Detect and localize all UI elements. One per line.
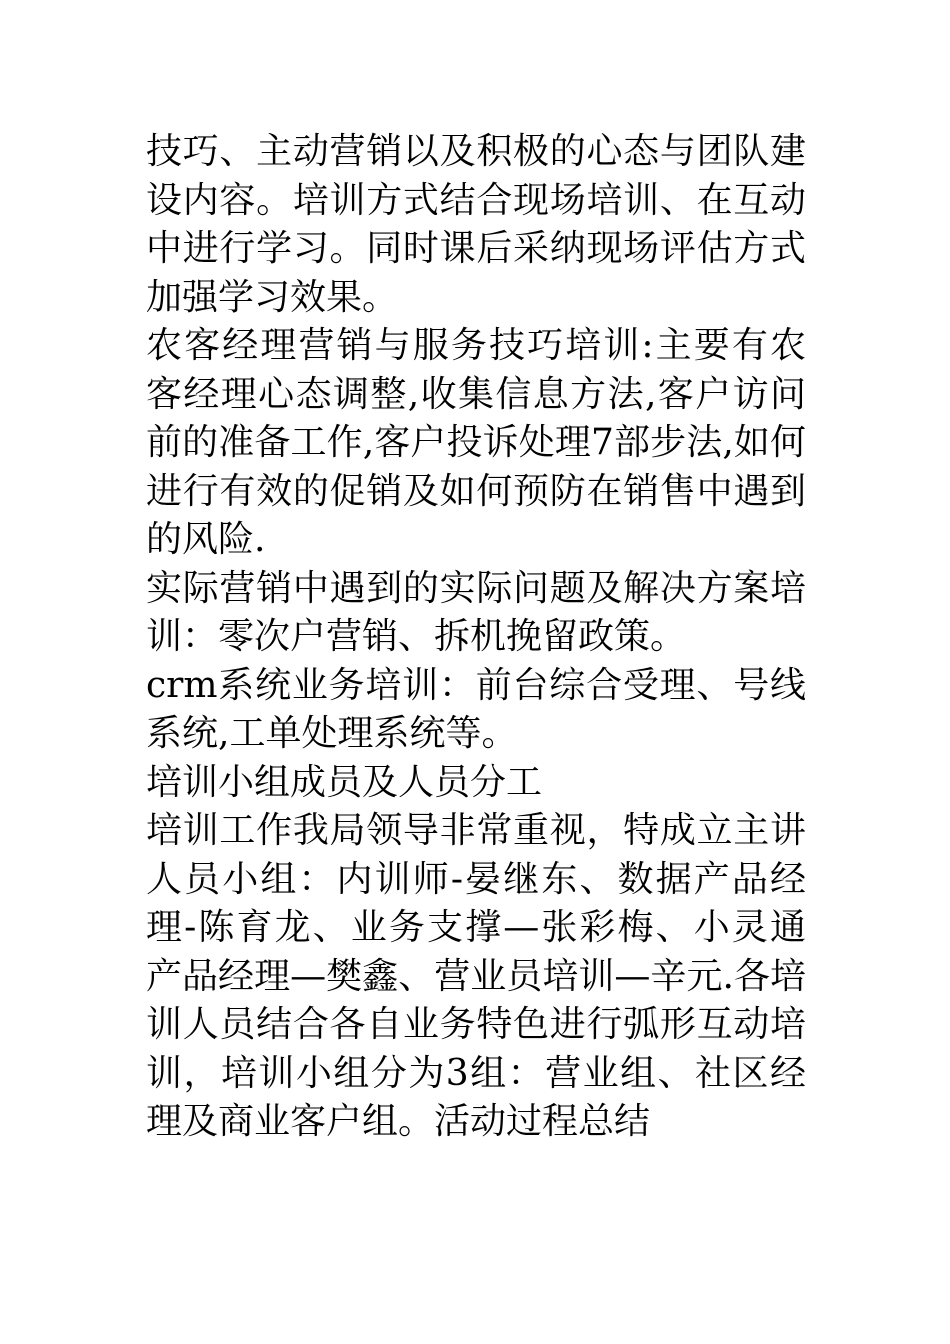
paragraph-practical-issues-training: 实际营销中遇到的实际问题及解决方案培训：零次户营销、拆机挽留政策。 <box>146 567 806 657</box>
paragraph-crm-training: crm系统业务培训：前台综合受理、号线系统,工单处理系统等。 <box>146 664 806 754</box>
paragraph-rural-manager-training: 农客经理营销与服务技巧培训:主要有农客经理心态调整,收集信息方法,客户访问前的准备工作,客户投诉处理7部步法,如何进行有效的促销及如何预防在销售中遇到的风险. <box>146 325 806 560</box>
paragraph-team-details: 培训工作我局领导非常重视，特成立主讲人员小组：内训师-晏继东、数据产品经理-陈育龙、业务支撑—张彩梅、小灵通产品经理—樊鑫、营业员培训—辛元.各培训人员结合各自业务特色进行弧形互动培训，培训小组分为3组：营业组、社区经理及商业客户组。活动过程总结 <box>146 810 806 1142</box>
paragraph-training-content: 技巧、主动营销以及积极的心态与团队建设内容。培训方式结合现场培训、在互动中进行学习。同时课后采纳现场评估方式加强学习效果。 <box>146 131 806 318</box>
section-heading-team-members: 培训小组成员及人员分工 <box>146 761 543 803</box>
document-body <box>146 128 806 1147</box>
